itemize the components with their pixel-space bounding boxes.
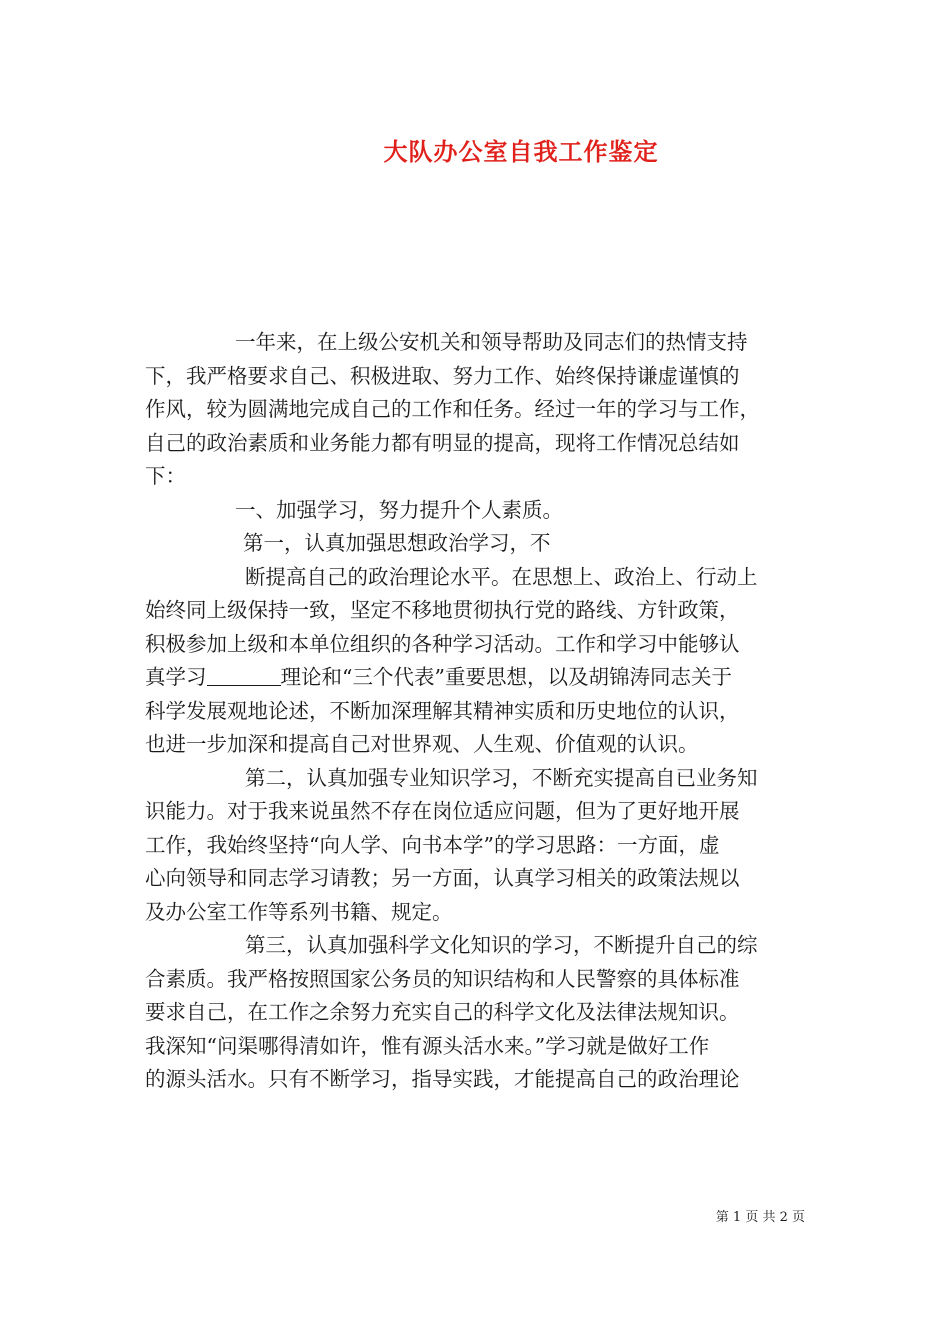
blank-underline xyxy=(207,663,281,686)
text-line: 也进一步加深和提高自己对世界观、人生观、价值观的认识。 xyxy=(145,732,699,756)
text-fragment: 真学习 xyxy=(145,665,207,689)
text-line: 下： xyxy=(145,464,186,488)
text-fragment: 理论和“三个代表”重要思想，以及胡锦涛同志关于 xyxy=(280,665,732,689)
text-line: 始终同上级保持一致，坚定不移地贯彻执行党的路线、方针政策， xyxy=(145,598,740,622)
text-line: 第一，认真加强思想政治学习，不 xyxy=(243,531,551,555)
text-line: 第三，认真加强科学文化知识的学习，不断提升自己的综 xyxy=(245,933,758,957)
text-line: 一年来，在上级公安机关和领导帮助及同志们的热情支持 xyxy=(235,330,748,354)
text-line: 工作，我始终坚持“向人学、向书本学”的学习思路：一方面，虚 xyxy=(145,832,720,857)
text-line: 及办公室工作等系列书籍、规定。 xyxy=(145,899,453,924)
text-line: 自己的政治素质和业务能力都有明显的提高，现将工作情况总结如 xyxy=(145,430,740,455)
text-line: 作风，较为圆满地完成自己的工作和任务。经过一年的学习与工作， xyxy=(145,397,760,421)
text-line: 断提高自己的政治理论水平。在思想上、政治上、行动上 xyxy=(245,564,758,589)
text-line: 合素质。我严格按照国家公务员的知识结构和人民警察的具体标准 xyxy=(145,966,740,991)
text-line: 心向领导和同志学习请教；另一方面，认真学习相关的政策法规以 xyxy=(145,866,740,890)
text-line: 积极参加上级和本单位组织的各种学习活动。工作和学习中能够认 xyxy=(145,631,740,656)
text-line: 我深知“问渠哪得清如许，惟有源头活水来。”学习就是做好工作 xyxy=(145,1033,710,1058)
text-line: 科学发展观地论述，不断加深理解其精神实质和历史地位的认识， xyxy=(145,698,740,723)
document-title: 大队办公室自我工作鉴定 xyxy=(383,137,659,166)
document-body xyxy=(145,326,810,1097)
text-line: 下，我严格要求自己、积极进取、努力工作、始终保持谦虚谨慎的 xyxy=(145,363,740,388)
text-line: 第二，认真加强专业知识学习，不断充实提高自已业务知 xyxy=(245,765,758,790)
text-line: 识能力。对于我来说虽然不存在岗位适应问题，但为了更好地开展 xyxy=(145,799,740,823)
text-line: 的源头活水。只有不断学习，指导实践，才能提高自己的政治理论 xyxy=(145,1067,740,1091)
page-number: 第 1 页 共 2 页 xyxy=(715,1210,805,1225)
text-line: 要求自己，在工作之余努力充实自己的科学文化及法律法规知识。 xyxy=(145,1000,740,1024)
section-heading: 一、加强学习，努力提升个人素质。 xyxy=(235,497,563,522)
text-line-with-blank xyxy=(145,661,810,695)
